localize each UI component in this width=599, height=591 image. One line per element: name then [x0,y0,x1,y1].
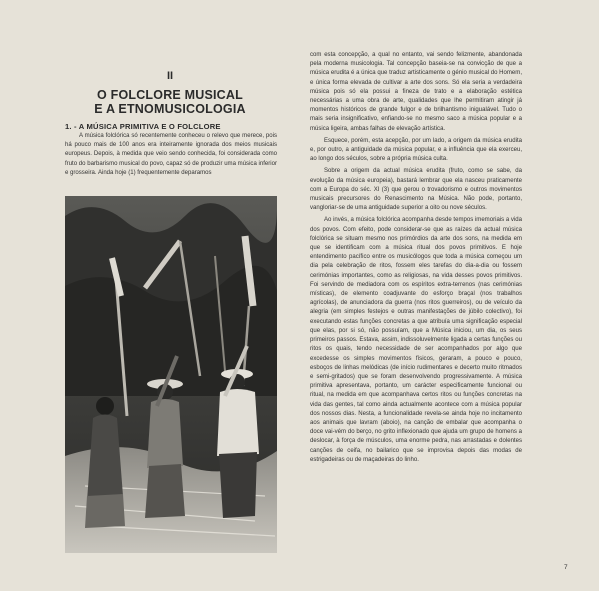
left-paragraph-1: A música folclórica só recentemente conheceu o relevo que merece, pois há pouco mais de 100 anos era inteiramente ignorada dos meios musicais europeus. Depois, à medida que veio sendo conhecida, foi considerada como fruto do barbarismo musical do povo, capaz só de produzir uma música inferior e grosseira. Ainda hoje (1) frequentemente deparamos [65,133,277,176]
folk-harvest-photo [65,196,277,553]
chapter-number: II [166,70,174,82]
page-number: 7 [564,564,568,571]
right-paragraph-4: Ao invés, a música folclórica acompanha desde tempos imemoriais a vida dos povos. Com efeito, pode considerar-se que as raízes da actual música folclórica se situam mesmo nos primórdios da arte dos sons, na medida em que se identificam com a música ritual dos povos primitivos. E hoje entendimento pacífico entre os musicólogos que toda a música começou um dia pela celebração de ritos, fossem eles tarefas do dia-a-dia ou fossem cerimónias importantes, como as religiosas, na vida desses povos primitivos. Foi servindo de mediadora com os espíritos extra-terrenos (nas cerimónias místicas), de elemento coadjuvante do esforço braçal (nos trabalhos agrícolas), de anunciadora da guerra (nos ritos guerreiros), ou de veículo da alegria (em simples festejos e outras manifestações de júbilo colectivo), foi executando estas funções concretas a que atribuía uma significação especial que elas, por si só, não possuíam, que a Música iniciou, um dia, os seus primeiros passos. Estava, assim, indissoluvelmente ligada a certas funções ou ritos os quais, tendo necessidade de ser acompanhados por algo que excedesse os simples movimentos físicos, geraram, a pouco e pouco, esboços de linhas melódicas (de início rudimentares e decerto muito ritmados e semi-gritados) que se foram desenvolvendo progressivamente. A música primitiva apresentava, portanto, um carácter especificamente funcional ou ritual, na medida em que acompanhava certos ritos ou funções concretas na vida das gentes, tal como ainda actualmente acontece com a música popular dos nossos dias. Nesta, a funcionalidade revela-se ainda hoje no incitamento aos animais que lavram (aboio), na canção de embalar que acompanha o doce vai-vém do berço, no grito inflexionado que ajuda um grupo de homens a deslocar, à força de músculos, uma enorme pedra, nas arrastadas e dolentes canções de ceifa, no bailarico que se improvisa depois das modas de estrigadeiras ou de maçadeiras do linho. [310,217,522,463]
chapter-title [65,88,275,116]
right-paragraph-2: Esquece, porém, esta acepção, por um lado, a origem da música erudita e, por outro, a antiguidade da música popular, e a influência que ela exerceu, ao longo dos séculos, sobre a própria música culta. [310,137,522,163]
right-paragraph-1: com esta concepção, a qual no entanto, vai sendo felizmente, abandonada pela moderna musicologia. Tal concepção baseia-se na convicção de que a música erudita é a única que traduz artisticamente o génio musical do Homem, e única forma elevada de cultivar a arte dos sons. Só ela seria a verdadeira música pois só ela possui a fineza de trato e a elaboração estética necessárias a uma obra de arte, qualidades que lhe permitiram atingir já momentos históricos de grande fulgor e de brilhantismo inigualável. Tudo o mais seria insignificativo, enfiando-se no mesmo saco a música popular e a música ligeira, ambas falhas de elevação artística. [310,52,522,132]
section-title: 1. - A MÚSICA PRIMITIVA E O FOLCLORE [65,122,221,131]
right-column-text [310,51,522,465]
left-column-text [65,132,277,178]
chapter-title-line-1: O FOLCLORE MUSICAL [97,88,243,102]
right-paragraph-3: Sobre a origem da actual música erudita (fruto, como se sabe, da evolução da música europeia), bastará lembrar que ela nasceu praticamente com a Europa do séc. XI (3) que gerou o trovadorismo e outros movimentos musicais precursores do Renascimento na Música. Não pode, portanto, vangloriar-se de uma antiguidade superior a oito ou nove séculos. [310,168,522,212]
chapter-title-line-2: E A ETNOMUSICOLOGIA [94,102,246,116]
photo-illustration [65,196,277,553]
